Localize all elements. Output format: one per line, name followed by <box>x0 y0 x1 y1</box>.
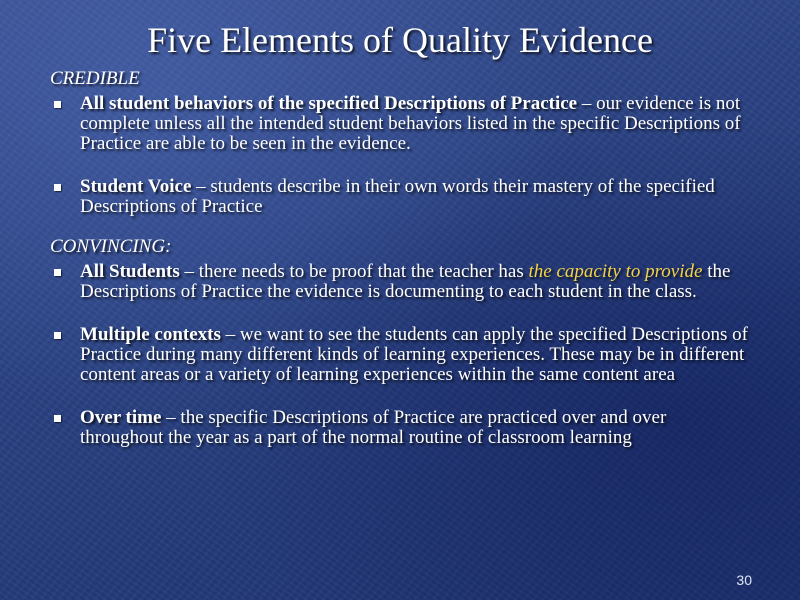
slide-title: Five Elements of Quality Evidence <box>147 20 653 60</box>
bullet-lead: Multiple contexts <box>80 324 221 345</box>
bullet-text: – there needs to be proof that the teacher has <box>179 261 529 282</box>
bullet-text: – the specific Descriptions of Practice are practiced over and over throughout the year as a part of the normal routine of classroom learning <box>80 407 667 448</box>
bullet-text: – students describe in their own words their mastery of the specified Descriptions of Practice <box>80 176 715 217</box>
bullet-lead: Student Voice <box>80 176 192 197</box>
bullet-text: – our evidence is not complete unless all the intended student behaviors listed in the specific Descriptions of Practice are able to be seen in the evidence. <box>80 93 741 154</box>
bullet-student-behaviors <box>50 94 750 154</box>
bullet-over-time <box>50 408 750 448</box>
square-bullet-icon <box>54 269 61 276</box>
square-bullet-icon <box>54 415 61 422</box>
square-bullet-icon <box>54 101 61 108</box>
bullet-lead: Over time <box>80 407 162 428</box>
bullet-multiple-contexts <box>50 325 750 385</box>
bullet-all-students <box>50 262 750 302</box>
slide-number: 30 <box>736 572 752 588</box>
section-heading-convincing: CONVINCING: <box>50 236 172 257</box>
bullet-text: the Descriptions of Practice the evidence is documenting to each student in the class. <box>80 261 731 302</box>
bullet-lead: All student behaviors of the specified Descriptions of Practice <box>80 93 578 114</box>
slide-body <box>50 68 750 448</box>
bullet-text: – we want to see the students can apply the specified Descriptions of Practice during many different kinds of learning experiences. These may be in different content areas or a variety of learning experiences within the same content area <box>80 324 749 385</box>
square-bullet-icon <box>54 184 61 191</box>
highlighted-phrase: the capacity to provide <box>528 261 703 282</box>
bullet-student-voice <box>50 177 750 217</box>
square-bullet-icon <box>54 332 61 339</box>
bullet-lead: All Students <box>80 261 180 282</box>
section-heading-credible: CREDIBLE <box>50 68 140 89</box>
